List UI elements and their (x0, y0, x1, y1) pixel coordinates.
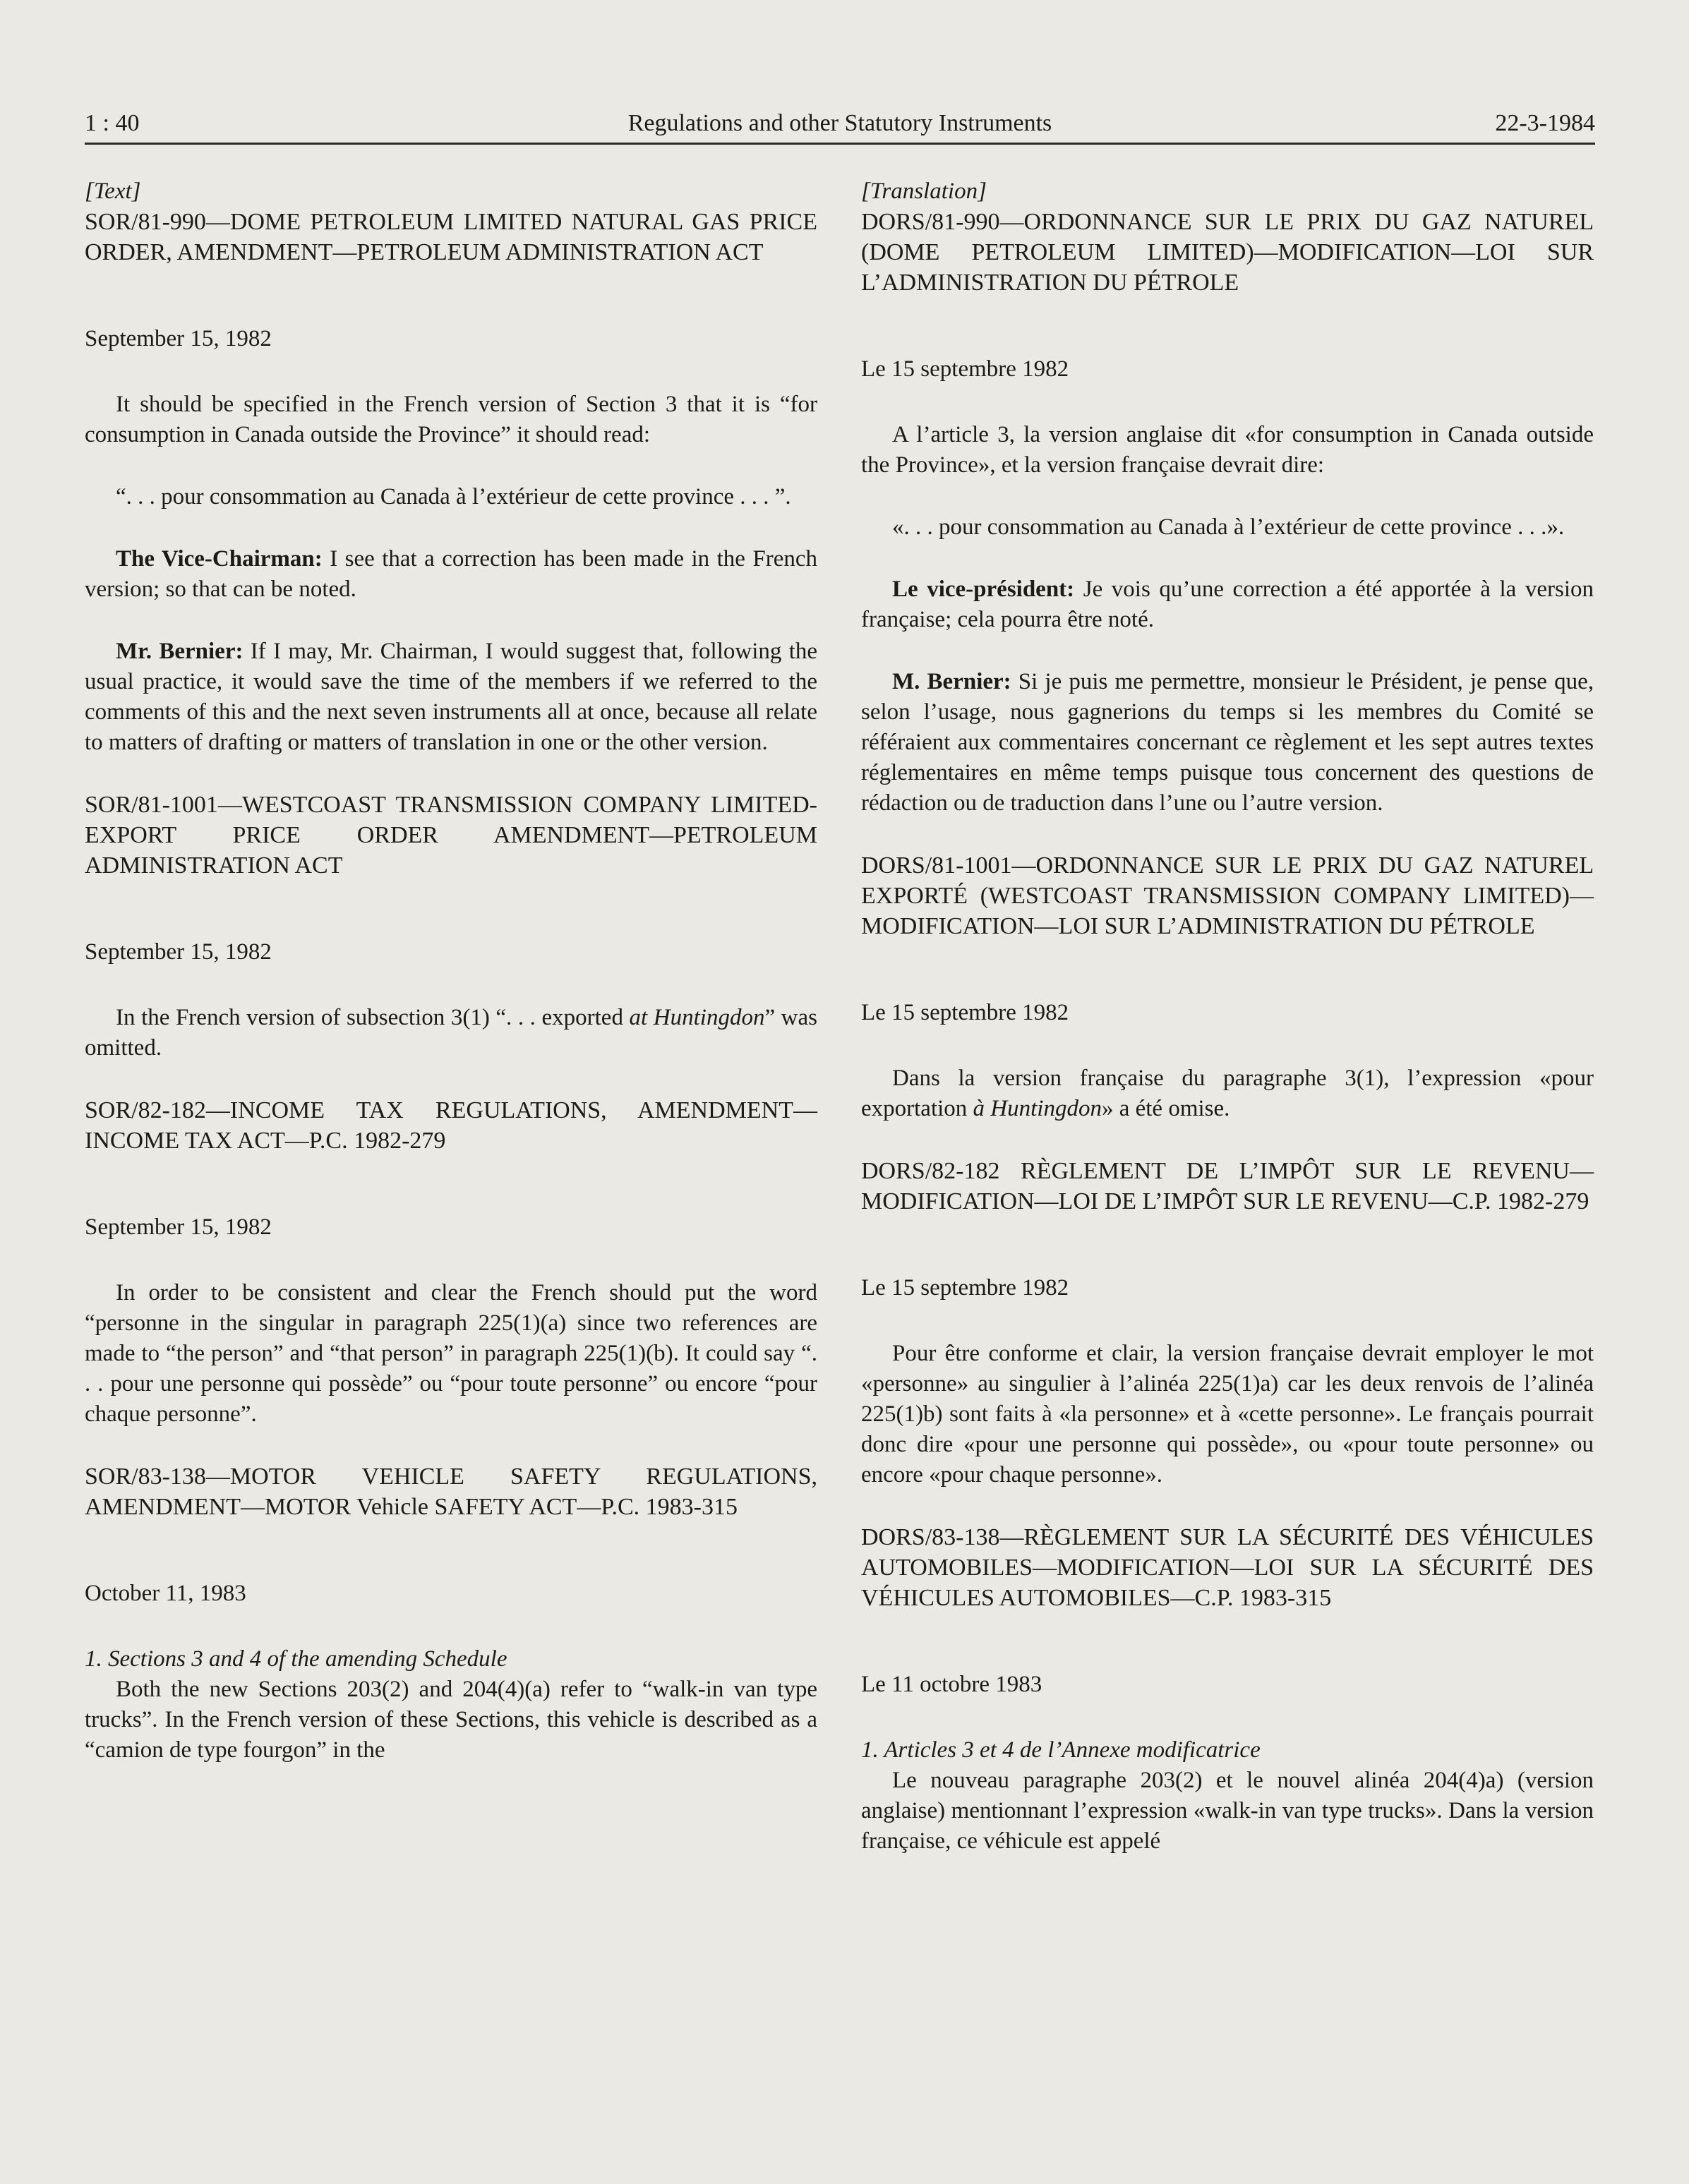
speech-paragraph (861, 667, 1594, 819)
translation-label: [Translation] (861, 179, 987, 204)
entry-date: Le 15 septembre 1982 (861, 1000, 1069, 1025)
header-date: 22-3-1984 (1495, 110, 1595, 136)
speech-text: Si je puis me permettre, monsieur le Président, je pense que, selon l’usage, nous gagnerions du temps si les membres du Comité se référaient aux commentaires concernant ce règlement et les sept autres textes réglementaires en même temps puisque tous concernent des questions de rédaction ou de traduction dans l’une ou l’autre version. (861, 669, 1594, 816)
entry-title: DORS/81-990—ORDONNANCE SUR LE PRIX DU GAZ NATUREL (DOME PETROLEUM LIMITED)—MODIFICATION—LOI SUR L’ADMINISTRATION DU PÉTROLE (861, 209, 1594, 296)
entry-date: Le 11 octobre 1983 (861, 1672, 1042, 1697)
body-text: ” was omitted. (85, 1005, 817, 1061)
speaker-name: Mr. Bernier: (116, 639, 244, 664)
entry-date: Le 15 septembre 1982 (861, 1275, 1069, 1301)
entry-date: September 15, 1982 (85, 939, 272, 965)
entry-body: In order to be consistent and clear the French should put the word “personne in the singular in paragraph 225(1)(a) since two references are made to “the person” and “that person” in paragraph 225(1)(b). It could say “. . . pour une personne qui possède” ou “pour toute personne” ou encore “pour chaque personne”. (85, 1280, 817, 1427)
entry-date: Le 15 septembre 1982 (861, 356, 1069, 382)
entry-title: DORS/83-138—RÈGLEMENT SUR LA SÉCURITÉ DES VÉHICULES AUTOMOBILES—MODIFICATION—LOI SUR LA SÉCURITÉ DES VÉHICULES AUTOMOBILES—C.P. 1983-315 (861, 1524, 1594, 1611)
entry-title: SOR/82-182—INCOME TAX REGULATIONS, AMENDMENT—INCOME TAX ACT—P.C. 1982-279 (85, 1097, 817, 1154)
page-number: 1 : 40 (85, 110, 140, 136)
entry-title: DORS/82-182 RÈGLEMENT DE L’IMPÔT SUR LE REVENU—MODIFICATION—LOI DE L’IMPÔT SUR LE REVENU—C.P. 1982-279 (861, 1158, 1594, 1214)
speech-paragraph (85, 637, 817, 758)
entry-title: DORS/81-1001—ORDONNANCE SUR LE PRIX DU GAZ NATUREL EXPORTÉ (WESTCOAST TRANSMISSION COMPANY LIMITED)—MODIFICATION—LOI SUR L’ADMINISTRATION DU PÉTROLE (861, 852, 1594, 939)
speech-text: Je vois qu’une correction a été apportée à la version française; cela pourra être noté. (861, 577, 1594, 632)
entry-date: September 15, 1982 (85, 326, 272, 351)
item-body: Both the new Sections 203(2) and 204(4)(a) refer to “walk-in van type trucks”. In the French version of these Sections, this vehicle is described as a “camion de type fourgon” in the (85, 1677, 817, 1763)
entry-date: September 15, 1982 (85, 1214, 272, 1240)
entry-body: It should be specified in the French version of Section 3 that it is “for consumption in Canada outside the Province” it should read: (85, 392, 817, 447)
entry-date: October 11, 1983 (85, 1581, 246, 1606)
entry-body (861, 1063, 1594, 1124)
text-label: [Text] (85, 179, 141, 204)
entry-quote: “. . . pour consommation au Canada à l’extérieur de cette province . . . ”. (116, 484, 791, 509)
speaker-name: Le vice-président: (892, 577, 1075, 602)
body-emphasis: à Huntingdon (973, 1096, 1102, 1121)
body-text: » a été omise. (1101, 1096, 1230, 1121)
speech-paragraph (85, 544, 817, 605)
speaker-name: The Vice-Chairman: (116, 546, 323, 572)
item-heading: 1. Articles 3 et 4 de l’Annexe modificatrice (861, 1737, 1261, 1763)
entry-body: Pour être conforme et clair, la version française devrait employer le mot «personne» au singulier à l’alinéa 225(1)a) car les deux renvois de l’alinéa 225(1)b) sont faits à «la personne» et à «cette personne». Le français pourrait donc dire «pour une personne qui possède», ou «pour toute personne» ou encore «pour chaque personne». (861, 1341, 1594, 1488)
body-text: In the French version of subsection 3(1) “. . . exported (116, 1005, 630, 1030)
page-header (85, 106, 1595, 145)
item-heading: 1. Sections 3 and 4 of the amending Schedule (85, 1646, 507, 1672)
french-column (861, 176, 1594, 1857)
entry-title: SOR/81-1001—WESTCOAST TRANSMISSION COMPANY LIMITED-EXPORT PRICE ORDER AMENDMENT—PETROLEUM ADMINISTRATION ACT (85, 792, 817, 879)
speech-text: If I may, Mr. Chairman, I would suggest that, following the usual practice, it would save the time of the members if we referred to the comments of this and the next seven instruments all at once, because all relate to matters of drafting or matters of translation in one or the other version. (85, 639, 818, 755)
entry-title: SOR/81-990—DOME PETROLEUM LIMITED NATURAL GAS PRICE ORDER, AMENDMENT—PETROLEUM ADMINISTRATION ACT (85, 209, 817, 265)
entry-body (85, 1003, 817, 1063)
item-body: Le nouveau paragraphe 203(2) et le nouvel alinéa 204(4)a) (version anglaise) mentionnant l’expression «walk-in van type trucks». Dans la version française, ce véhicule est appelé (861, 1768, 1594, 1854)
speech-text: I see that a correction has been made in the French version; so that can be noted. (85, 546, 817, 602)
entry-quote: «. . . pour consommation au Canada à l’extérieur de cette province . . .». (892, 514, 1565, 540)
running-title: Regulations and other Statutory Instruments (627, 110, 1052, 136)
speaker-name: M. Bernier: (892, 669, 1011, 694)
entry-title: SOR/83-138—MOTOR VEHICLE SAFETY REGULATIONS, AMENDMENT—MOTOR Vehicle SAFETY ACT—P.C. 1983-315 (85, 1464, 817, 1520)
english-column (85, 176, 817, 1766)
body-emphasis: at Huntingdon (629, 1005, 765, 1030)
speech-paragraph (861, 574, 1594, 635)
body-text: Dans la version française du paragraphe 3(1), l’expression «pour exportation (861, 1066, 1594, 1121)
entry-body: A l’article 3, la version anglaise dit «for consumption in Canada outside the Province», et la version française devrait dire: (861, 422, 1594, 478)
